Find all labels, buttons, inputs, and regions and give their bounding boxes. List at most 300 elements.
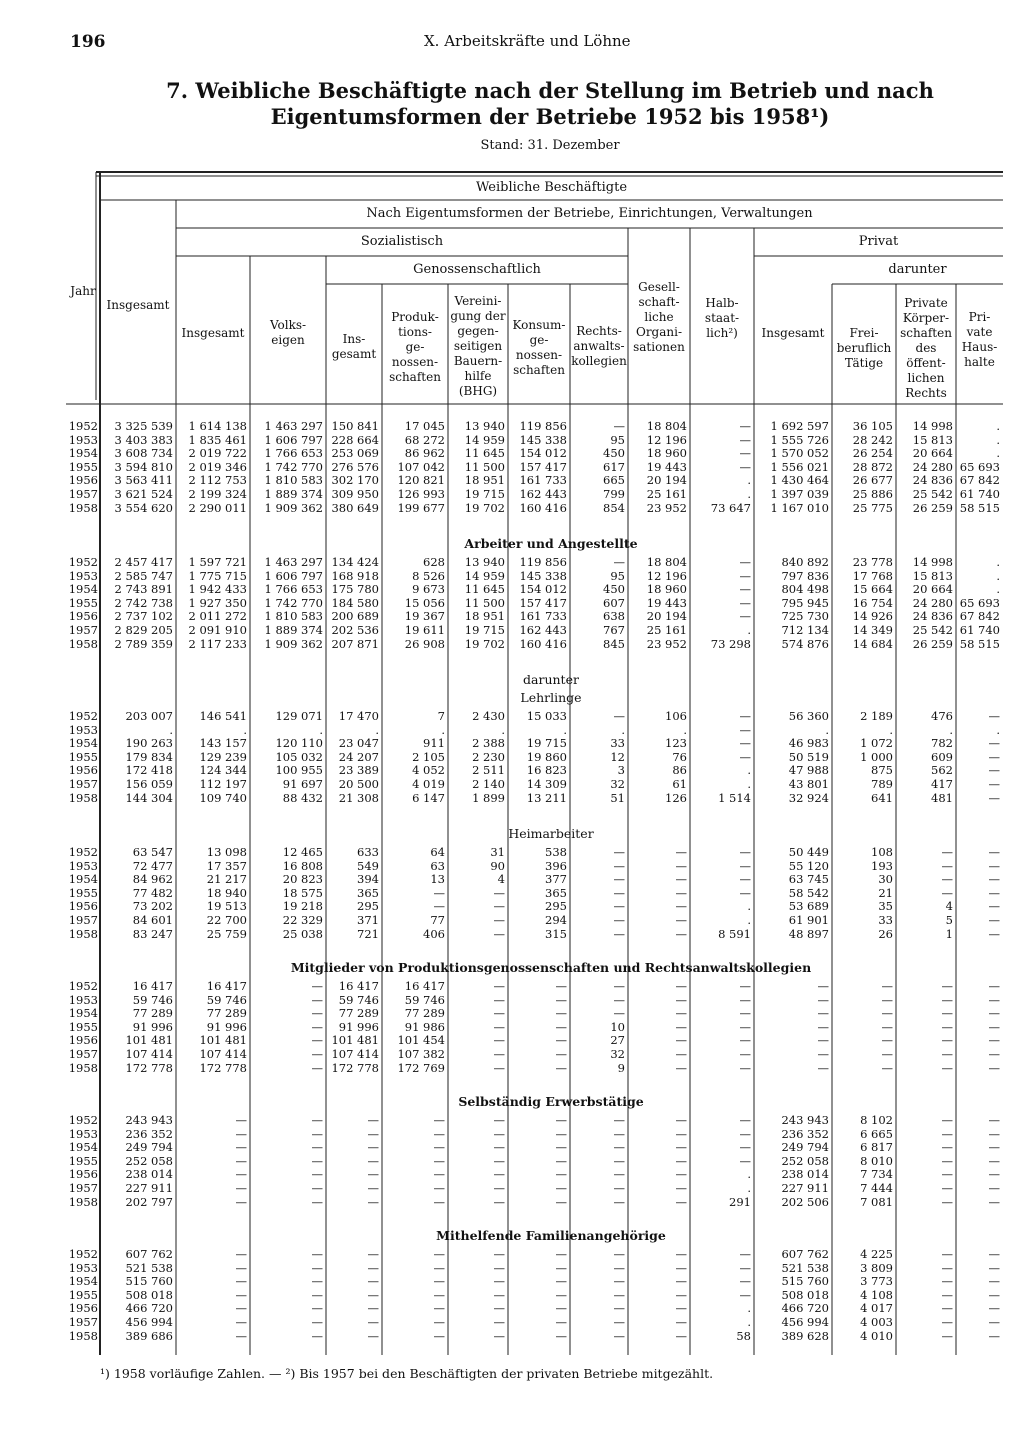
cell-vereinigung: —	[493, 913, 505, 927]
cell-volkseigen: 1 810 583	[264, 474, 323, 488]
cell-freiberuflich: 25 886	[852, 487, 893, 501]
cell-gesellschaftlich: —	[675, 1288, 687, 1302]
cell-insgesamt: 179 834	[125, 750, 173, 764]
cell-produktion: 101 454	[397, 1034, 445, 1048]
cell-koerperschaften: 24 836	[912, 610, 953, 624]
cell-vereinigung: 13 940	[464, 420, 505, 433]
section-title-lehrlinge: Lehrlinge	[520, 690, 582, 705]
cell-haushalte: .	[996, 723, 1000, 737]
cell-haushalte: —	[988, 1315, 1000, 1329]
table-row	[68, 1034, 1003, 1048]
cell-halbstaatlich: —	[739, 1248, 751, 1261]
cell-konsum: —	[555, 1007, 567, 1021]
cell-insgesamt: 238 014	[125, 1168, 173, 1182]
cell-soz-insgesamt: 1 614 138	[188, 420, 247, 433]
cell-konsum: —	[555, 1034, 567, 1048]
cell-koerperschaften: 15 813	[912, 433, 953, 447]
section-title-mitglieder: Mitglieder von Produktionsgenossenschaften und Rechtsanwaltskollegien	[290, 960, 812, 975]
cell-rechtsanwalt: —	[613, 1329, 625, 1343]
cell-vereinigung: 2 388	[472, 737, 505, 751]
cell-koerperschaften: 609	[931, 750, 953, 764]
cell-haushalte: 67 842	[959, 474, 1000, 488]
cell-soz-insgesamt: —	[235, 1275, 247, 1289]
cell-vereinigung: —	[493, 1261, 505, 1275]
cell-priv-insgesamt: 249 794	[781, 1141, 829, 1155]
cell-soz-insgesamt: .	[243, 723, 247, 737]
cell-halbstaatlich: —	[739, 610, 751, 624]
cell-produktion: 64	[430, 846, 445, 859]
cell-produktion: 91 986	[404, 1020, 445, 1034]
cell-priv-insgesamt: 47 988	[788, 764, 829, 778]
cell-volkseigen: 25 038	[282, 927, 323, 941]
cell-priv-insgesamt: —	[817, 1020, 829, 1034]
cell-freiberuflich: 4 017	[860, 1302, 893, 1316]
cell-volkseigen: 1 606 797	[264, 569, 323, 583]
cell-volkseigen: 120 110	[275, 737, 323, 751]
header-weibliche: Weibliche Beschäftigte	[475, 180, 628, 195]
cell-year: 1956	[68, 474, 98, 488]
cell-produktion: —	[433, 1168, 445, 1182]
cell-halbstaatlich: —	[739, 1261, 751, 1275]
cell-priv-insgesamt: 236 352	[781, 1127, 829, 1141]
cell-soz-insgesamt: 1 775 715	[188, 569, 247, 583]
cell-insgesamt: 456 994	[125, 1315, 173, 1329]
cell-soz-insgesamt: 109 740	[199, 791, 247, 805]
cell-soz-insgesamt: —	[235, 1114, 247, 1127]
cell-year: 1953	[68, 1127, 98, 1141]
header-haushalte: Pri- vate Haus- halte	[961, 310, 998, 369]
cell-soz-insgesamt: 13 098	[206, 846, 247, 859]
cell-halbstaatlich: —	[739, 569, 751, 583]
cell-priv-insgesamt: 840 892	[781, 556, 829, 569]
cell-soz-insgesamt: 143 157	[199, 737, 247, 751]
cell-gen-insgesamt: 77 289	[338, 1007, 379, 1021]
cell-insgesamt: 2 585 747	[114, 569, 173, 583]
cell-volkseigen: 1 463 297	[264, 556, 323, 569]
cell-volkseigen: 20 823	[282, 873, 323, 887]
cell-year: 1957	[68, 1047, 98, 1061]
cell-rechtsanwalt: —	[613, 927, 625, 941]
cell-konsum: 160 416	[519, 501, 567, 515]
cell-year: 1956	[68, 764, 98, 778]
cell-produktion: —	[433, 1154, 445, 1168]
cell-soz-insgesamt: 1 835 461	[188, 433, 247, 447]
cell-gesellschaftlich: 76	[672, 750, 687, 764]
cell-produktion: —	[433, 1181, 445, 1195]
cell-gen-insgesamt: —	[367, 1154, 379, 1168]
cell-gesellschaftlich: —	[675, 993, 687, 1007]
cell-vereinigung: —	[493, 1154, 505, 1168]
cell-volkseigen: —	[311, 1127, 323, 1141]
cell-soz-insgesamt: 2 290 011	[188, 501, 247, 515]
cell-haushalte: —	[988, 1261, 1000, 1275]
header-priv-insgesamt: Insgesamt	[761, 326, 825, 340]
cell-rechtsanwalt: 617	[603, 460, 625, 474]
cell-freiberuflich: 3 809	[860, 1261, 893, 1275]
cell-year: 1952	[68, 1248, 98, 1261]
cell-halbstaatlich: —	[739, 723, 751, 737]
cell-soz-insgesamt: 19 513	[206, 900, 247, 914]
cell-priv-insgesamt: 32 924	[788, 791, 829, 805]
table-row	[68, 1007, 1003, 1021]
cell-halbstaatlich: 1 514	[718, 791, 751, 805]
cell-priv-insgesamt: 50 449	[788, 846, 829, 859]
cell-koerperschaften: —	[941, 1329, 953, 1343]
cell-koerperschaften: —	[941, 1261, 953, 1275]
cell-soz-insgesamt: 16 417	[206, 980, 247, 993]
cell-vereinigung: —	[493, 980, 505, 993]
table-row	[68, 887, 1003, 901]
cell-insgesamt: 521 538	[125, 1261, 173, 1275]
cell-freiberuflich: 33	[878, 913, 893, 927]
cell-haushalte: —	[988, 900, 1000, 914]
cell-volkseigen: —	[311, 1329, 323, 1343]
cell-produktion: 172 769	[397, 1061, 445, 1075]
cell-freiberuflich: 14 349	[852, 623, 893, 637]
cell-priv-insgesamt: 43 801	[788, 777, 829, 791]
cell-produktion: 19 611	[404, 623, 445, 637]
cell-soz-insgesamt: 2 199 324	[188, 487, 247, 501]
cell-freiberuflich: 6 817	[860, 1141, 893, 1155]
cell-volkseigen: 1 606 797	[264, 433, 323, 447]
cell-gen-insgesamt: —	[367, 1248, 379, 1261]
cell-gen-insgesamt: 253 069	[331, 447, 379, 461]
cell-gen-insgesamt: 91 996	[338, 1020, 379, 1034]
cell-soz-insgesamt: 2 091 910	[188, 623, 247, 637]
cell-insgesamt: 2 789 359	[114, 637, 173, 651]
cell-halbstaatlich: —	[739, 993, 751, 1007]
cell-rechtsanwalt: —	[613, 1154, 625, 1168]
cell-insgesamt: 389 686	[125, 1329, 173, 1343]
cell-priv-insgesamt: 574 876	[781, 637, 829, 651]
cell-produktion: —	[433, 1195, 445, 1209]
cell-soz-insgesamt: 59 746	[206, 993, 247, 1007]
cell-rechtsanwalt: 450	[603, 583, 625, 597]
cell-soz-insgesamt: —	[235, 1261, 247, 1275]
cell-koerperschaften: —	[941, 980, 953, 993]
cell-freiberuflich: 28 872	[852, 460, 893, 474]
cell-soz-insgesamt: 18 940	[206, 886, 247, 900]
cell-insgesamt: 72 477	[132, 859, 173, 873]
cell-haushalte: —	[988, 913, 1000, 927]
cell-koerperschaften: 5	[945, 913, 953, 927]
cell-konsum: 295	[545, 900, 567, 914]
cell-priv-insgesamt: —	[817, 980, 829, 993]
cell-gesellschaftlich: 25 161	[646, 623, 687, 637]
cell-year: 1956	[68, 1168, 98, 1182]
cell-volkseigen: .	[319, 723, 323, 737]
cell-freiberuflich: 6 665	[860, 1127, 893, 1141]
cell-rechtsanwalt: —	[613, 980, 625, 993]
cell-insgesamt: 3 554 620	[114, 501, 173, 515]
cell-freiberuflich: 1 072	[860, 737, 893, 751]
cell-rechtsanwalt: —	[613, 1302, 625, 1316]
cell-rechtsanwalt: —	[613, 1261, 625, 1275]
cell-year: 1957	[68, 1181, 98, 1195]
cell-halbstaatlich: .	[747, 1315, 751, 1329]
cell-insgesamt: 3 563 411	[114, 474, 173, 488]
cell-halbstaatlich: .	[747, 913, 751, 927]
header-gesellschaftlich: Gesell- schaft- liche Organi- sationen	[633, 280, 685, 354]
cell-gen-insgesamt: —	[367, 1275, 379, 1289]
table-row	[68, 1302, 1003, 1316]
cell-gen-insgesamt: 394	[357, 873, 379, 887]
cell-konsum: —	[555, 1141, 567, 1155]
table-row	[68, 928, 1003, 942]
cell-gesellschaftlich: —	[675, 1315, 687, 1329]
cell-insgesamt: 2 737 102	[114, 610, 173, 624]
cell-produktion: 107 042	[397, 460, 445, 474]
table-row	[68, 1262, 1003, 1276]
cell-rechtsanwalt: 9	[617, 1061, 625, 1075]
cell-produktion: 26 908	[404, 637, 445, 651]
cell-konsum: 396	[545, 859, 567, 873]
cell-haushalte: —	[988, 1329, 1000, 1343]
cell-konsum: —	[555, 1181, 567, 1195]
cell-priv-insgesamt: 1 167 010	[770, 501, 829, 515]
cell-halbstaatlich: .	[747, 777, 751, 791]
cell-freiberuflich: 789	[871, 777, 893, 791]
cell-gen-insgesamt: 228 664	[331, 433, 379, 447]
cell-koerperschaften: 26 259	[912, 637, 953, 651]
cell-freiberuflich: 108	[871, 846, 893, 859]
table-row	[68, 1062, 1003, 1076]
cell-produktion: 2 105	[412, 750, 445, 764]
cell-produktion: 7	[437, 710, 445, 723]
cell-soz-insgesamt: 101 481	[199, 1034, 247, 1048]
cell-gesellschaftlich: 12 196	[646, 433, 687, 447]
cell-gesellschaftlich: —	[675, 980, 687, 993]
table-row	[68, 778, 1003, 792]
cell-haushalte: —	[988, 927, 1000, 941]
cell-soz-insgesamt: 2 019 346	[188, 460, 247, 474]
cell-vereinigung: —	[493, 1329, 505, 1343]
cell-vereinigung: —	[493, 1020, 505, 1034]
cell-koerperschaften: —	[941, 1248, 953, 1261]
cell-produktion: —	[433, 1302, 445, 1316]
cell-year: 1956	[68, 1034, 98, 1048]
cell-freiberuflich: 1 000	[860, 750, 893, 764]
cell-koerperschaften: —	[941, 1288, 953, 1302]
cell-insgesamt: 203 007	[125, 710, 173, 723]
cell-produktion: 13	[430, 873, 445, 887]
cell-soz-insgesamt: —	[235, 1195, 247, 1209]
cell-priv-insgesamt: 53 689	[788, 900, 829, 914]
cell-vereinigung: 18 951	[464, 610, 505, 624]
cell-haushalte: —	[988, 1007, 1000, 1021]
table-row	[68, 488, 1003, 502]
cell-insgesamt: 156 059	[125, 777, 173, 791]
cell-vereinigung: 19 715	[464, 623, 505, 637]
cell-volkseigen: 1 742 770	[264, 460, 323, 474]
cell-insgesamt: 607 762	[125, 1248, 173, 1261]
cell-halbstaatlich: .	[747, 1181, 751, 1195]
cell-gesellschaftlich: 123	[665, 737, 687, 751]
cell-halbstaatlich: —	[739, 886, 751, 900]
cell-koerperschaften: 24 280	[912, 596, 953, 610]
cell-volkseigen: —	[311, 1020, 323, 1034]
cell-halbstaatlich: —	[739, 1114, 751, 1127]
cell-haushalte: 58 515	[959, 501, 1000, 515]
cell-year: 1957	[68, 913, 98, 927]
cell-halbstaatlich: —	[739, 1127, 751, 1141]
cell-insgesamt: 91 996	[132, 1020, 173, 1034]
cell-vereinigung: 31	[490, 846, 505, 859]
cell-priv-insgesamt: .	[825, 723, 829, 737]
cell-year: 1955	[68, 1020, 98, 1034]
table-row	[68, 474, 1003, 488]
cell-vereinigung: —	[493, 1275, 505, 1289]
cell-rechtsanwalt: 3	[617, 764, 625, 778]
cell-halbstaatlich: —	[739, 433, 751, 447]
cell-year: 1953	[68, 1261, 98, 1275]
cell-konsum: —	[555, 1114, 567, 1127]
cell-volkseigen: 1 810 583	[264, 610, 323, 624]
cell-vereinigung: 2 140	[472, 777, 505, 791]
cell-haushalte: —	[988, 777, 1000, 791]
cell-konsum: 14 309	[526, 777, 567, 791]
cell-insgesamt: 101 481	[125, 1034, 173, 1048]
cell-haushalte: —	[988, 710, 1000, 723]
cell-produktion: 4 019	[412, 777, 445, 791]
cell-haushalte: .	[996, 447, 1000, 461]
cell-priv-insgesamt: 252 058	[781, 1154, 829, 1168]
cell-insgesamt: 3 325 539	[114, 420, 173, 433]
cell-vereinigung: 11 500	[464, 596, 505, 610]
cell-halbstaatlich: .	[747, 900, 751, 914]
table-row	[68, 873, 1003, 887]
data-table-insgesamt	[68, 420, 1003, 515]
cell-haushalte: —	[988, 1248, 1000, 1261]
cell-priv-insgesamt: —	[817, 1007, 829, 1021]
cell-priv-insgesamt: 58 542	[788, 886, 829, 900]
cell-gesellschaftlich: —	[675, 846, 687, 859]
cell-gesellschaftlich: 23 952	[646, 637, 687, 651]
cell-gen-insgesamt: 549	[357, 859, 379, 873]
cell-vereinigung: 18 951	[464, 474, 505, 488]
cell-year: 1958	[68, 1329, 98, 1343]
header-insgesamt: Insgesamt	[106, 298, 170, 312]
cell-year: 1954	[68, 583, 98, 597]
cell-insgesamt: 3 608 734	[114, 447, 173, 461]
cell-year: 1955	[68, 596, 98, 610]
cell-freiberuflich: 875	[871, 764, 893, 778]
cell-gen-insgesamt: —	[367, 1261, 379, 1275]
cell-freiberuflich: 26 254	[852, 447, 893, 461]
table-row	[68, 1114, 1003, 1128]
cell-insgesamt: 236 352	[125, 1127, 173, 1141]
cell-volkseigen: 22 329	[282, 913, 323, 927]
cell-konsum: —	[555, 980, 567, 993]
cell-halbstaatlich: —	[739, 1047, 751, 1061]
cell-volkseigen: —	[311, 1007, 323, 1021]
cell-haushalte: —	[988, 1181, 1000, 1195]
header-volkseigen: Volks- eigen	[269, 318, 307, 347]
cell-gesellschaftlich: —	[675, 886, 687, 900]
cell-year: 1958	[68, 1061, 98, 1075]
cell-produktion: 120 821	[397, 474, 445, 488]
cell-volkseigen: 12 465	[282, 846, 323, 859]
cell-gen-insgesamt: 17 470	[338, 710, 379, 723]
cell-konsum: —	[555, 1061, 567, 1075]
cell-rechtsanwalt: —	[613, 710, 625, 723]
header-koerperschaften: Private Körper- schaften des öffent- lichen Rechts	[900, 296, 952, 400]
cell-freiberuflich: 7 734	[860, 1168, 893, 1182]
cell-rechtsanwalt: 32	[610, 1047, 625, 1061]
cell-produktion: —	[433, 1127, 445, 1141]
cell-produktion: 6 147	[412, 791, 445, 805]
cell-gesellschaftlich: 126	[665, 791, 687, 805]
cell-volkseigen: 105 032	[275, 750, 323, 764]
cell-freiberuflich: 3 773	[860, 1275, 893, 1289]
cell-priv-insgesamt: 466 720	[781, 1302, 829, 1316]
cell-volkseigen: 1 889 374	[264, 623, 323, 637]
cell-konsum: .	[563, 723, 567, 737]
cell-vereinigung: 19 702	[464, 637, 505, 651]
cell-konsum: —	[555, 1195, 567, 1209]
cell-produktion: 59 746	[404, 993, 445, 1007]
cell-gesellschaftlich: —	[675, 859, 687, 873]
cell-soz-insgesamt: 2 019 722	[188, 447, 247, 461]
cell-konsum: 145 338	[519, 433, 567, 447]
cell-produktion: —	[433, 900, 445, 914]
cell-priv-insgesamt: 63 745	[788, 873, 829, 887]
cell-gesellschaftlich: 86	[672, 764, 687, 778]
cell-year: 1955	[68, 1288, 98, 1302]
header-privat: Privat	[858, 234, 899, 249]
cell-koerperschaften: 25 542	[912, 487, 953, 501]
cell-priv-insgesamt: 515 760	[781, 1275, 829, 1289]
cell-koerperschaften: —	[941, 846, 953, 859]
cell-vereinigung: —	[493, 1302, 505, 1316]
cell-year: 1955	[68, 1154, 98, 1168]
cell-rechtsanwalt: —	[613, 859, 625, 873]
cell-rechtsanwalt: 27	[610, 1034, 625, 1048]
cell-soz-insgesamt: 17 357	[206, 859, 247, 873]
cell-konsum: 154 012	[519, 447, 567, 461]
cell-rechtsanwalt: —	[613, 1127, 625, 1141]
cell-soz-insgesamt: 1 942 433	[188, 583, 247, 597]
cell-koerperschaften: —	[941, 1302, 953, 1316]
cell-vereinigung: 1 899	[472, 791, 505, 805]
cell-year: 1957	[68, 1315, 98, 1329]
cell-gen-insgesamt: 207 871	[331, 637, 379, 651]
cell-gen-insgesamt: —	[367, 1288, 379, 1302]
cell-volkseigen: —	[311, 1168, 323, 1182]
cell-soz-insgesamt: 2 112 753	[188, 474, 247, 488]
cell-freiberuflich: .	[889, 723, 893, 737]
cell-konsum: 15 033	[526, 710, 567, 723]
cell-insgesamt: 59 746	[132, 993, 173, 1007]
cell-halbstaatlich: .	[747, 1302, 751, 1316]
table-row	[68, 737, 1003, 751]
table-row	[68, 1275, 1003, 1289]
cell-vereinigung: —	[493, 1114, 505, 1127]
cell-volkseigen: 88 432	[282, 791, 323, 805]
section-title-heimarbeiter: Heimarbeiter	[508, 826, 594, 841]
cell-freiberuflich: 14 926	[852, 610, 893, 624]
cell-insgesamt: 63 547	[132, 846, 173, 859]
cell-priv-insgesamt: —	[817, 1034, 829, 1048]
cell-haushalte: 58 515	[959, 637, 1000, 651]
cell-priv-insgesamt: —	[817, 1047, 829, 1061]
cell-year: 1955	[68, 460, 98, 474]
cell-vereinigung: 14 959	[464, 569, 505, 583]
cell-vereinigung: —	[493, 1315, 505, 1329]
section-title-selbstaendig: Selbständig Erwerbstätige	[458, 1094, 644, 1109]
cell-priv-insgesamt: 1 555 726	[770, 433, 829, 447]
cell-freiberuflich: 16 754	[852, 596, 893, 610]
